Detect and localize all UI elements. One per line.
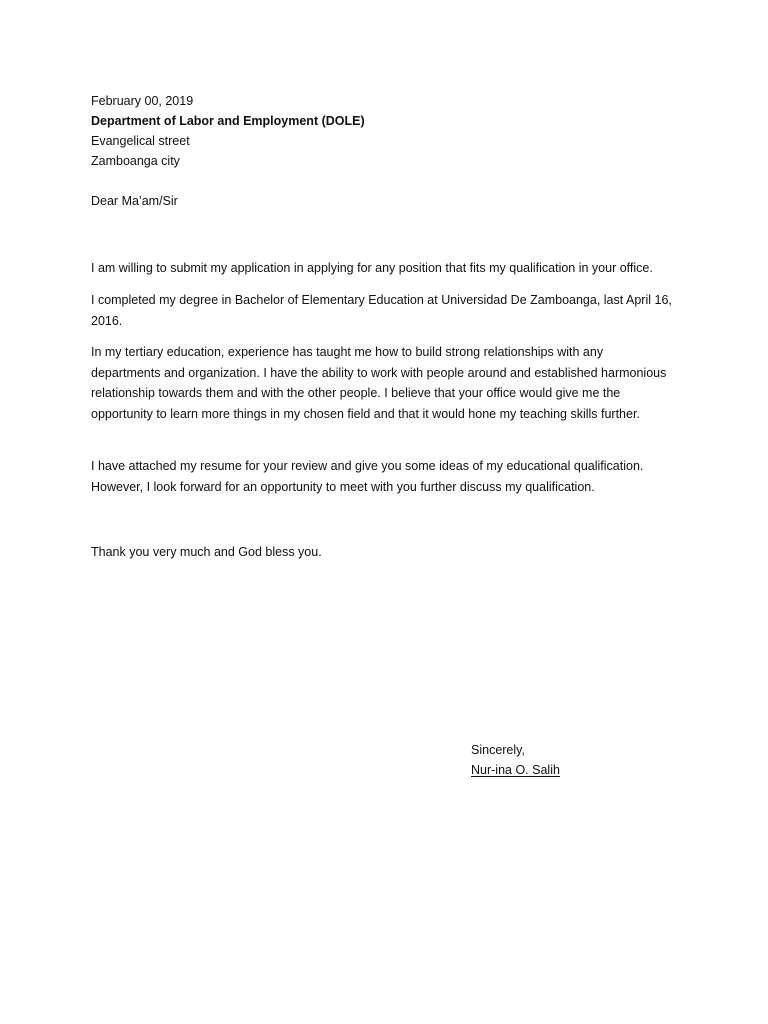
signature-name: Nur-ina O. Salih bbox=[471, 763, 560, 777]
salutation: Dear Ma’am/Sir bbox=[91, 194, 178, 208]
body-paragraph-4: I have attached my resume for your review and give you some ideas of my educational qualification. However, I look forward for an opportunity to meet with you further discuss my qualification. bbox=[91, 459, 644, 494]
body-paragraph-1: I am willing to submit my application in applying for any position that fits my qualification in your office. bbox=[91, 261, 653, 275]
letter-date: February 00, 2019 bbox=[91, 94, 194, 108]
recipient-street: Evangelical street bbox=[91, 134, 190, 148]
body-paragraph-2: I completed my degree in Bachelor of Elementary Education at Universidad De Zamboanga, last April 16, 2016. bbox=[91, 293, 672, 328]
recipient-city: Zamboanga city bbox=[91, 154, 180, 168]
body-paragraph-3: In my tertiary education, experience has taught me how to build strong relationships with any departments and organization. I have the ability to work with people around and established harmonious relationship towards them and with the other people. I believe that your office would give me the opportunity to learn more things in my chosen field and that it would hone my teaching skills further. bbox=[91, 345, 667, 421]
letter-header bbox=[91, 91, 691, 171]
recipient-organization: Department of Labor and Employment (DOLE) bbox=[91, 114, 365, 128]
signature-block bbox=[471, 740, 560, 780]
closing-line: Thank you very much and God bless you. bbox=[91, 545, 322, 559]
sign-off: Sincerely, bbox=[471, 743, 525, 757]
